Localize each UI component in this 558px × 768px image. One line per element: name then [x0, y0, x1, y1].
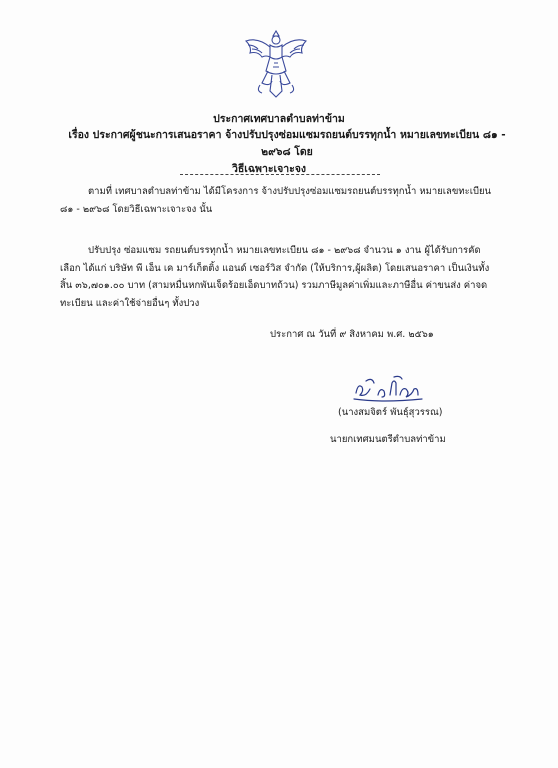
announcement-subject: [52, 127, 522, 178]
subject-line-2: วิธีเฉพาะเจาะจง: [232, 163, 307, 175]
signer-name: (นางสมจิตร์ พันธุ์สุวรรณ): [338, 407, 443, 418]
paragraph-2-line-3: สิ้น ๓๖,๗๐๑.๐๐ บาท (สามหมื่นหกพันเจ็ดร้อยเอ็ดบาทถ้วน) รวมภาษีมูลค่าเพิ่มและภาษีอื่น ค่าขนส่ง ค่าจด: [60, 280, 488, 291]
paragraph-2-line-1: ปรับปรุง ซ่อมแซม รถยนต์บรรทุกน้ำ หมายเลขทะเบียน ๘๑ - ๒๙๖๘ จำนวน ๑ งาน ผู้ได้รับการคัด: [88, 245, 481, 256]
body-paragraph-1: [60, 183, 500, 218]
subject-line-1: เรื่อง ประกาศผู้ชนะการเสนอราคา จ้างปรับปรุงซ่อมแซมรถยนต์บรรทุกน้ำ หมายเลขทะเบียน ๘๑ - ๒๙๖๘ โดย: [68, 129, 506, 158]
paragraph-1-line-2: ๘๑ - ๒๙๖๘ โดยวิธีเฉพาะเจาะจง นั้น: [60, 203, 213, 215]
signer-position: นายกเทศมนตรีตำบลท่าข้าม: [330, 434, 446, 445]
paragraph-1-line-1: ตามที่ เทศบาลตำบลท่าข้าม ได้มีโครงการ จ้างปรับปรุงซ่อมแซมรถยนต์บรรทุกน้ำ หมายเลขทะเบียน: [88, 186, 492, 197]
garuda-emblem-icon: [240, 27, 312, 101]
announcement-title: ประกาศเทศบาลตำบลท่าข้าม: [213, 113, 345, 125]
handwritten-signature-icon: [352, 373, 432, 405]
body-paragraph-2: [60, 242, 500, 312]
paragraph-2-line-2: เลือก ได้แก่ บริษัท พี เอ็น เค มาร์เก็ตติ้ง แอนด์ เซอร์วิส จำกัด (ให้บริการ,ผู้ผลิต) โดยเสนอราคา เป็นเงินทั้ง: [60, 262, 490, 274]
header-divider: [180, 174, 380, 175]
paragraph-2-line-4: ทะเบียน และค่าใช้จ่ายอื่นๆ ทั้งปวง: [60, 297, 200, 309]
announcement-date: ประกาศ ณ วันที่ ๙ สิงหาคม พ.ศ. ๒๕๖๑: [270, 329, 434, 340]
